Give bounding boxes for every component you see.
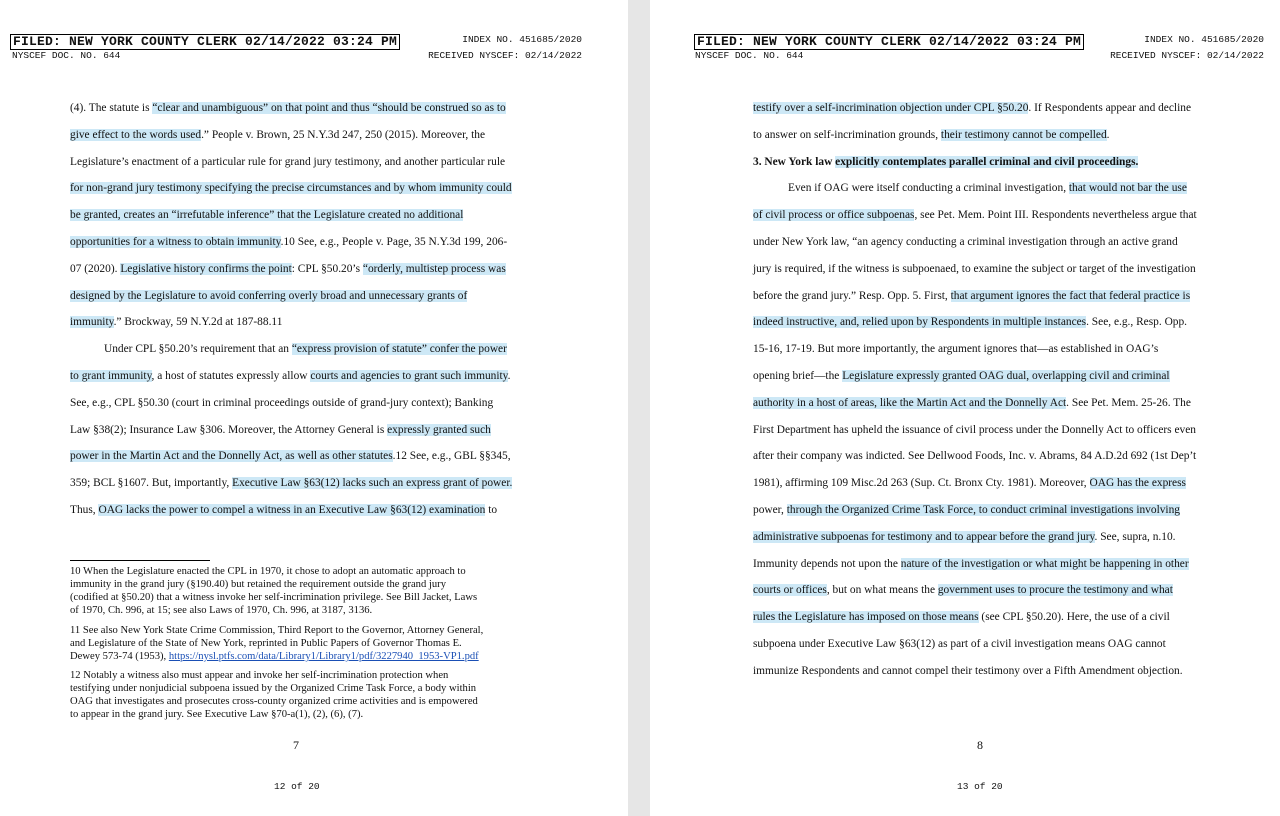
received-date: RECEIVED NYSCEF: 02/14/2022 (428, 50, 582, 61)
text-line (753, 664, 1183, 678)
highlighted-text: for non-grand jury testimony specifying the precise circumstances and by whom immunity could (70, 182, 512, 195)
text-segment: opening brief—the (753, 370, 843, 382)
text-segment: power, (753, 504, 787, 516)
text-line (70, 369, 511, 383)
footnote-line (70, 638, 462, 651)
text-segment: . (507, 370, 511, 382)
index-number: INDEX NO. 451685/2020 (462, 34, 582, 45)
footnote-text: 11 See also New York State Crime Commission, Third Report to the Governor, Attorney General, (70, 625, 484, 636)
text-segment: Even if OAG were itself conducting a criminal investigation, (788, 182, 1069, 195)
text-segment: . See Pet. Mem. 25-26. The (1066, 396, 1191, 409)
footnote-line (70, 670, 448, 683)
text-line (70, 315, 282, 329)
highlighted-text: , as well as other statutes (279, 450, 393, 463)
highlighted-text: “express provision of statute” confer the power (291, 343, 507, 356)
text-segment: 07 (2020). (70, 262, 121, 275)
highlighted-text: courts or offices (753, 584, 827, 597)
text-line (753, 128, 1110, 142)
text-segment: immunize Respondents and cannot compel their testimony over a Fifth Amendment objection. (753, 664, 1183, 677)
text-segment: .” Brockway, 59 N.Y.2d at 187-88.11 (113, 316, 283, 329)
highlighted-text: courts and agencies to grant such immunity (310, 370, 508, 382)
text-line (753, 101, 1191, 115)
text-segment: , see Pet. Mem. Point III. Respondents nevertheless argue that (914, 209, 1197, 222)
text-segment: , but on what means the (826, 584, 938, 597)
text-segment: to answer on self-incrimination grounds, (753, 128, 941, 141)
doc-number: NYSCEF DOC. NO. 644 (695, 50, 804, 61)
text-segment: before the grand jury.” Resp. Opp. 5. First, (753, 289, 951, 302)
text-segment: : CPL §50.20’s (291, 262, 363, 275)
footnote-divider (70, 560, 210, 561)
footnote-line (70, 592, 477, 605)
text-line (70, 128, 485, 142)
footnote-text: 10 When the Legislature enacted the CPL in 1970, it chose to adopt an automatic approach to (70, 566, 466, 577)
text-line (753, 476, 1186, 490)
text-segment: .12 See, e.g., GBL §§345, (392, 450, 511, 463)
filed-stamp: FILED: NEW YORK COUNTY CLERK 02/14/2022 03:24 PM (10, 34, 400, 50)
text-segment: . If Respondents appear and decline (1028, 102, 1191, 114)
footnote-line (70, 579, 446, 592)
text-segment: 3. New York law (753, 155, 836, 168)
highlighted-text: explicitly contemplates parallel criminal and civil proceedings. (835, 155, 1139, 168)
highlighted-text: give effect to the words used (70, 128, 202, 141)
index-number: INDEX NO. 451685/2020 (1144, 34, 1264, 45)
text-segment: First Department has upheld the issuance of civil process under the Donnelly Act to officers even (753, 423, 1196, 436)
text-segment: after their company was indicted. See Dellwood Foods, Inc. v. Abrams, 84 A.D.2d 692 (1st Dep’t (753, 450, 1197, 463)
text-line (753, 396, 1191, 410)
highlighted-text: expressly granted such (387, 423, 491, 436)
text-line (753, 208, 1197, 222)
page-right (650, 0, 1280, 816)
highlighted-text: opportunities for a witness to obtain immunity (70, 236, 281, 248)
highlighted-text: OAG has the express (1089, 477, 1186, 490)
text-segment: 15-16, 17-19. But more importantly, the argument ignores that—as established in OAG’s (753, 343, 1159, 356)
highlighted-text: be granted, creates an “irrefutable inference” that the Legislature created no additional (70, 209, 464, 222)
text-segment: subpoena under Executive Law §63(12) as part of a civil investigation means OAG cannot (753, 638, 1166, 650)
text-line (753, 155, 1138, 169)
page-of-total: 12 of 20 (274, 781, 320, 792)
text-line (753, 449, 1196, 463)
footnote-text: and Legislature of the State of New York, reprinted in Public Papers of Governor Thomas E. (70, 638, 462, 649)
text-segment: . See, supra, n.10. (1094, 530, 1176, 543)
highlighted-text: OAG lacks the power to compel a witness in an Executive Law §63(12) examination (98, 504, 486, 516)
highlighted-text: “clear and unambiguous” on that point and thus “should be construed so as to (152, 102, 506, 114)
highlighted-text: Legislature expressly granted OAG dual, overlapping civil and criminal (842, 370, 1170, 382)
highlighted-text: Executive Law §63(12) lacks such an express grant of power. (232, 477, 513, 490)
highlighted-text: authority in a host of areas, like the Martin Act and the Donnelly Act (753, 396, 1067, 409)
text-segment: .” People v. Brown, 25 N.Y.3d 247, 250 (2015). Moreover, the (201, 128, 486, 141)
footnote-line (70, 605, 372, 618)
footnote-line (70, 683, 476, 696)
highlighted-text: that argument ignores the fact that federal practice is (950, 289, 1191, 302)
text-line (70, 208, 463, 222)
text-line (70, 423, 491, 437)
footnote-text: testifying under nonjudicial subpoena issued by the Organized Crime Task Force, a body within (70, 683, 477, 694)
text-line (753, 262, 1196, 276)
highlighted-text: nature of the investigation or what might be happening in other (900, 557, 1189, 570)
highlighted-text: administrative subpoenas for testimony and to appear before the grand jury (753, 530, 1095, 543)
text-line (70, 235, 507, 249)
text-segment: under New York law, “an agency conducting a criminal investigation through an active grand (753, 236, 1178, 248)
highlighted-text: their testimony cannot be compelled (940, 128, 1107, 141)
text-segment: , a host of statutes expressly allow (151, 370, 311, 382)
text-line (70, 262, 506, 276)
text-segment: Thus, (70, 504, 99, 516)
footnote-link[interactable]: https://nysl.ptfs.com/data/Library1/Library1/pdf/3227940_1953-VP1.pdf (168, 651, 479, 662)
received-date: RECEIVED NYSCEF: 02/14/2022 (1110, 50, 1264, 61)
highlighted-text: immunity (70, 316, 114, 329)
footnote-text: Dewey 573-74 (1953), (70, 651, 169, 662)
text-line (70, 181, 512, 195)
footnote-text: OAG that investigates and prosecutes cross-county organized crime activities and is empowered (70, 696, 478, 707)
highlighted-text: testify over a self-incrimination objection under CPL §50.20 (753, 102, 1029, 114)
footnote-line (70, 625, 483, 638)
filed-stamp: FILED: NEW YORK COUNTY CLERK 02/14/2022 03:24 PM (694, 34, 1084, 50)
text-segment: Legislature’s enactment of a particular rule for grand jury testimony, and another particular rule (70, 155, 506, 168)
footnote-line (70, 709, 363, 722)
highlighted-text: through the Organized Crime Task Force, to conduct criminal investigations involving (786, 504, 1180, 516)
text-line (753, 289, 1190, 303)
text-line (753, 637, 1166, 651)
highlighted-text: to grant immunity (70, 370, 152, 382)
text-line (70, 396, 493, 410)
page-of-total: 13 of 20 (957, 781, 1003, 792)
text-segment: See, e.g., CPL §50.30 (court in criminal proceedings outside of grand-jury context); Banking (70, 396, 494, 409)
text-segment: Law §38(2); Insurance Law §306. Moreover, the Attorney General is (70, 423, 388, 436)
page-number: 7 (293, 738, 299, 752)
text-line (753, 503, 1180, 517)
text-segment: 1981), affirming 109 Misc.2d 263 (Sup. Ct. Bronx Cty. 1981). Moreover, (753, 477, 1090, 490)
highlighted-text: that would not bar the use (1068, 182, 1187, 195)
text-line (70, 476, 512, 490)
text-line (753, 369, 1170, 383)
footnote-text: 12 Notably a witness also must appear and invoke her self-incrimination protection when (70, 670, 449, 681)
doc-number: NYSCEF DOC. NO. 644 (12, 50, 121, 61)
text-segment: . See, e.g., Resp. Opp. (1086, 316, 1188, 329)
text-line (753, 557, 1189, 571)
footnote-text: immunity in the grand jury (§190.40) but retained the requirement outside the grand jury (70, 579, 446, 590)
text-segment: . (1106, 128, 1110, 141)
text-segment: Under CPL §50.20’s requirement that an (104, 343, 292, 356)
text-line (70, 289, 467, 303)
text-line (104, 342, 507, 356)
page-left (0, 0, 628, 816)
text-line (753, 610, 1170, 624)
highlighted-text: “orderly, multistep process was (362, 262, 506, 275)
text-line (70, 449, 511, 463)
text-line (788, 181, 1187, 195)
text-line (753, 342, 1158, 356)
highlighted-text: designed by the Legislature to avoid conferring overly broad and unnecessary grants of (70, 289, 468, 302)
highlighted-text: of civil process or office subpoenas (753, 209, 915, 222)
text-line (70, 503, 497, 517)
page-number: 8 (977, 738, 983, 752)
text-segment: jury is required, if the witness is subpoenaed, to examine the subject or target of the investigation (753, 262, 1196, 275)
footnote-line (70, 696, 478, 709)
footnote-text: of 1970, Ch. 996, at 15; see also Laws of 1970, Ch. 996, at 3187, 3136. (70, 605, 373, 616)
footnote-line (70, 651, 479, 664)
footnote-text: to appear in the grand jury. See Executive Law §70-a(1), (2), (6), (7). (70, 709, 364, 720)
text-segment: (4). The statute is (70, 102, 153, 114)
text-segment: to (485, 504, 498, 516)
text-segment: Immunity depends not upon the (753, 557, 901, 570)
highlighted-text: indeed instructive, and, relied upon by Respondents in multiple instances (753, 316, 1087, 329)
highlighted-text: Legislative history confirms the point (120, 262, 292, 275)
highlighted-text: rules the Legislature has imposed on those means (753, 611, 979, 624)
text-segment: .10 See, e.g., People v. Page, 35 N.Y.3d 199, 206- (280, 236, 508, 248)
text-line (753, 423, 1196, 437)
text-line (753, 583, 1173, 597)
footnote-line (70, 566, 466, 579)
text-line (70, 101, 506, 115)
text-line (753, 315, 1187, 329)
text-segment: (see CPL §50.20). Here, the use of a civil (978, 611, 1170, 624)
highlighted-text: government uses to procure the testimony and what (937, 584, 1173, 597)
text-segment: 359; BCL §1607. But, importantly, (70, 477, 233, 490)
highlighted-text: power in the Martin Act and the Donnelly Act (70, 450, 280, 463)
text-line (753, 530, 1176, 544)
text-line (753, 235, 1178, 249)
footnote-text: (codified at §50.20) that a witness invoke her self-incrimination privilege. See Bill Jacket, Laws (70, 592, 478, 603)
text-line (70, 155, 505, 169)
